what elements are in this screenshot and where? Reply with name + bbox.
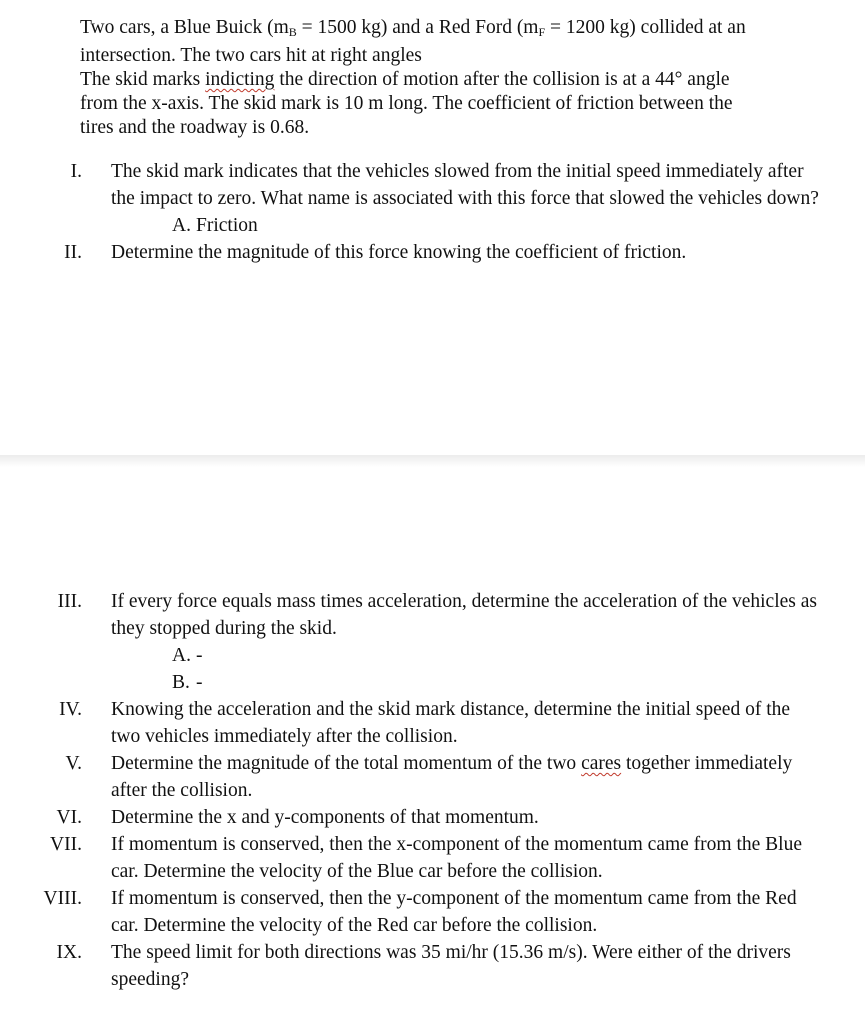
spellcheck-word[interactable]: cares [581,753,622,774]
question-number: II. [64,242,82,263]
question-list-top [0,158,865,266]
intro-text: = 1200 kg) collided at an [545,17,746,38]
spellcheck-word[interactable]: indicting [205,69,275,90]
intro-text: = 1500 kg) and a Red Ford (m [296,17,539,38]
question-item [0,158,821,212]
subscript-f: F [538,25,546,39]
question-text: If every force equals mass times acceleration, determine the acceleration of the vehicles as they stopped during the skid. [111,591,817,639]
question-item [0,588,821,642]
question-number: V. [65,753,82,774]
answer-text: Friction [196,215,258,236]
answer-letter: A. [172,215,191,236]
problem-intro [80,16,840,140]
question-text: Determine the magnitude of this force knowing the coefficient of friction. [111,242,687,263]
question-number: I. [70,161,82,182]
page-1 [0,0,865,455]
question-item [0,831,821,885]
page-break-divider [0,455,865,467]
question-text: Determine the magnitude of the total momentum of the two [111,753,582,774]
question-number: VII. [50,834,82,855]
answer-text: - [196,672,203,693]
intro-text: the direction of motion after the collision is at a 44° angle [274,69,730,90]
intro-line-1 [80,16,840,44]
question-item [0,939,821,993]
answer-item [0,669,865,696]
subscript-b: B [288,25,297,39]
question-text: together immediately after the collision. [111,753,793,801]
question-item [0,804,821,831]
question-number: IV. [59,699,82,720]
question-item [0,885,821,939]
answer-item [0,212,865,239]
answer-item [0,642,865,669]
question-number: III. [57,591,82,612]
intro-line-4: from the x-axis. The skid mark is 10 m long. The coefficient of friction between the [80,93,733,114]
answer-letter: B. [172,672,190,693]
question-text: The skid mark indicates that the vehicles slowed from the initial speed immediately after the impact to zero. What name is associated with this force that slowed the vehicles down? [111,161,819,209]
question-number: VIII. [43,888,82,909]
intro-text: Two cars, a Blue Buick (m [80,17,289,38]
question-item [0,750,821,804]
intro-line-3 [80,68,840,92]
intro-line-2: intersection. The two cars hit at right angles [80,45,422,66]
page-2 [0,467,865,1024]
question-text: Determine the x and y-components of that momentum. [111,807,539,828]
question-number: VI. [56,807,82,828]
intro-line-5: tires and the roadway is 0.68. [80,117,310,138]
question-text: If momentum is conserved, then the x-component of the momentum came from the Blue car. Determine the velocity of the Blue car before the collision. [111,834,802,882]
intro-text: The skid marks [80,69,206,90]
question-text: The speed limit for both directions was 35 mi/hr (15.36 m/s). Were either of the drivers speeding? [111,942,791,990]
answer-letter: A. [172,645,191,666]
question-number: IX. [56,942,82,963]
question-item [0,696,821,750]
question-item [0,239,821,266]
answer-text: - [196,645,203,666]
question-list-bottom [0,588,865,993]
question-text: If momentum is conserved, then the y-component of the momentum came from the Red car. Determine the velocity of the Red car before the collision. [111,888,797,936]
question-text: Knowing the acceleration and the skid mark distance, determine the initial speed of the two vehicles immediately after the collision. [111,699,791,747]
